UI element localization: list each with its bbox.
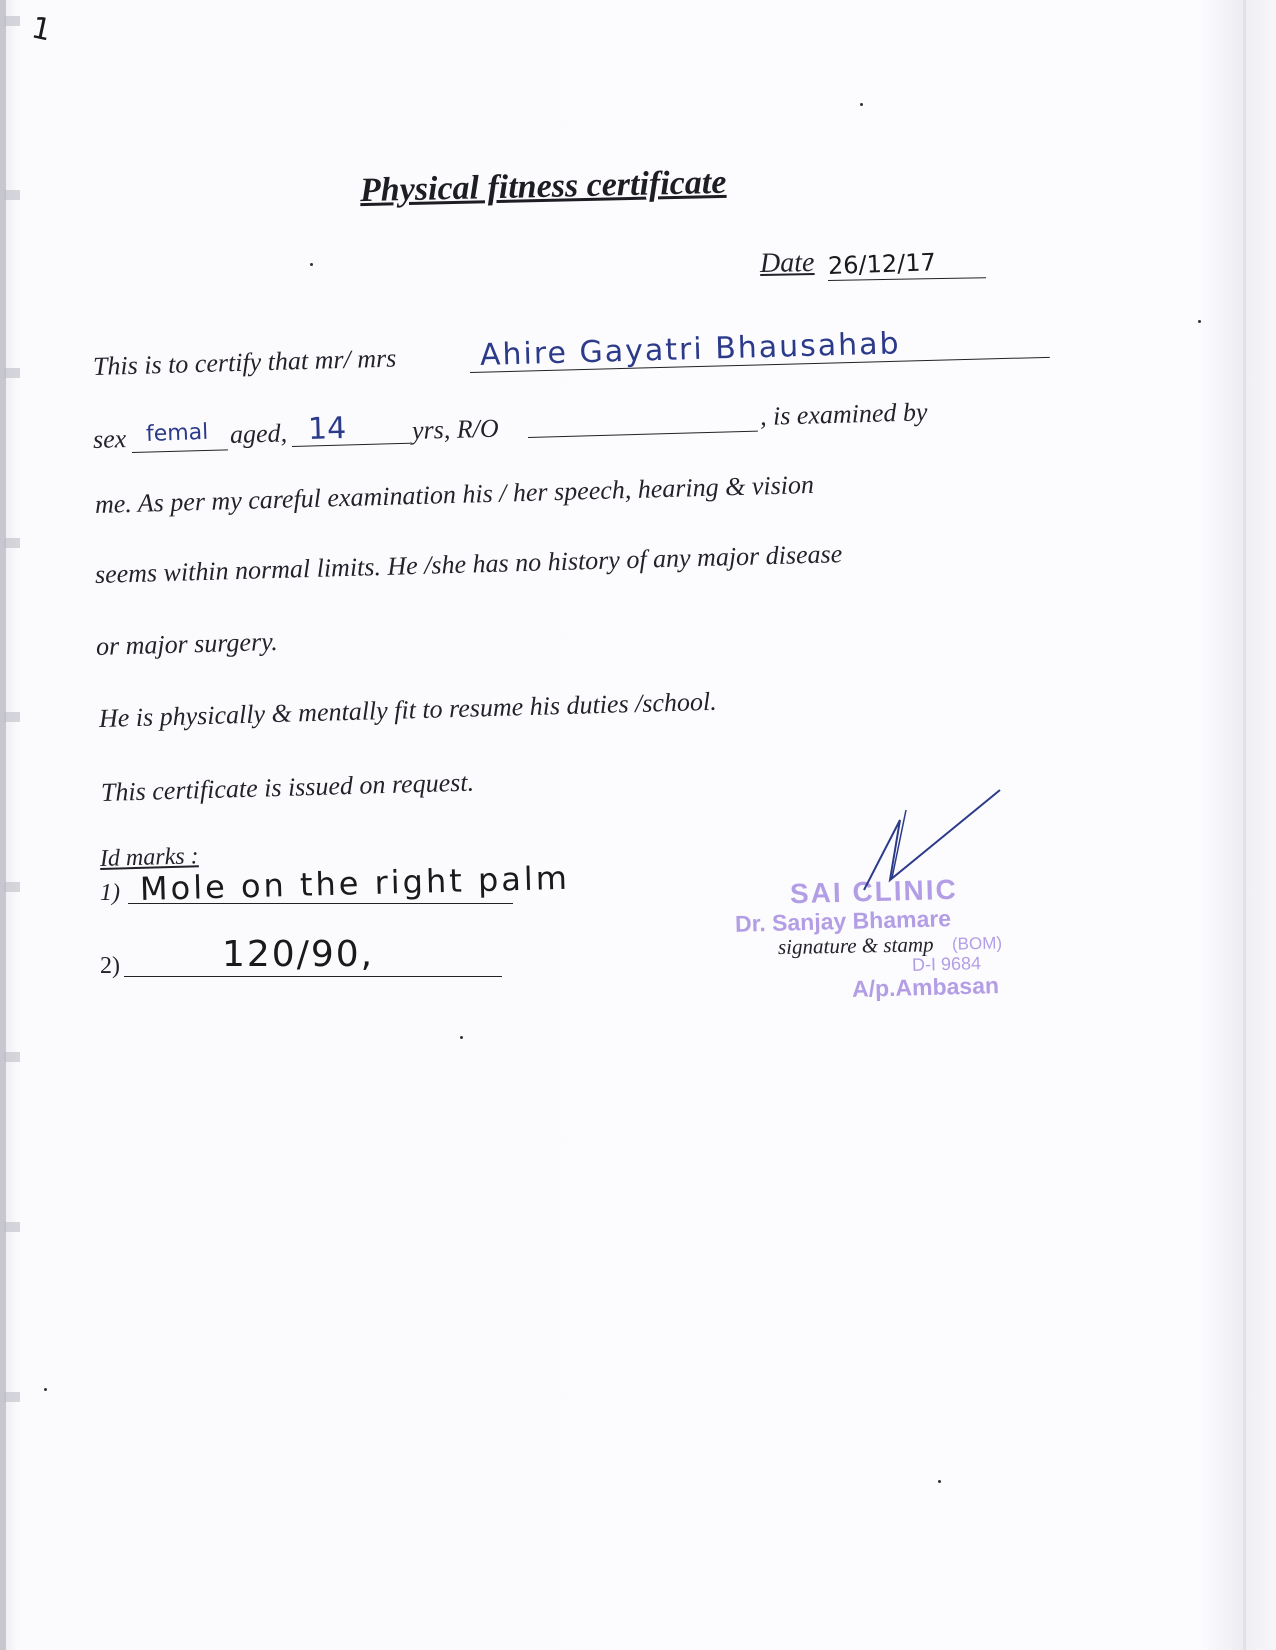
speck [460, 1036, 463, 1039]
patient-name: Ahire Gayatri Bhausahab [479, 326, 902, 373]
body-line-6: He is physically & mentally fit to resume his duties /school. [98, 686, 718, 733]
speck [44, 1388, 47, 1391]
id-mark-2-number: 2) [100, 953, 120, 979]
scan-tick [4, 16, 20, 26]
speck [1198, 320, 1201, 323]
scan-tick [4, 538, 20, 548]
stamp-doctor-name: Dr. Sanjay Bhamare [734, 905, 952, 937]
id-mark-1-value: Mole on the right palm [139, 858, 571, 908]
scan-tick [4, 712, 20, 722]
sex-value: femal [145, 419, 209, 447]
yrs-ro-label: yrs, R/O [411, 413, 500, 445]
speck [310, 263, 313, 266]
id-mark-2-value: 120/90, [222, 934, 375, 975]
signature-mark [850, 780, 1010, 900]
body-line-3: me. As per my careful examination his / her speech, hearing & vision [94, 469, 815, 519]
page-shadow-left [0, 0, 6, 1650]
speck [938, 1480, 941, 1483]
id-mark-2-underline [124, 976, 502, 977]
id-mark-1-number: 1) [100, 880, 120, 906]
scan-tick [4, 1052, 20, 1062]
stamp-address: A/p.Ambasan [851, 972, 1000, 1002]
corner-mark: 1 [28, 10, 55, 49]
aged-label: aged, [229, 418, 288, 449]
signature-label: signature & stamp [777, 932, 934, 959]
scan-tick [4, 1222, 20, 1232]
age-value: 14 [307, 410, 347, 447]
date-label: Date [759, 247, 815, 279]
ro-underline [528, 431, 758, 438]
sex-underline [132, 449, 228, 453]
scan-tick [4, 190, 20, 200]
examined-text: , is examined by [759, 397, 928, 431]
body-line-5: or major surgery. [95, 626, 279, 661]
stamp-qualification: (BOM) [951, 933, 1003, 954]
id-mark-1-underline [128, 903, 513, 904]
stamp-clinic-name: SAI CLINIC [789, 873, 959, 910]
body-line-7: This certificate is issued on request. [100, 767, 475, 807]
sex-label: sex [92, 424, 127, 454]
scan-tick [4, 368, 20, 378]
speck [860, 103, 863, 106]
stamp-registration: D-I 9684 [911, 953, 982, 975]
page-title: Physical fitness certificate [359, 163, 727, 210]
body-line-4: seems within normal limits. He /she has no history of any major disease [94, 539, 843, 589]
certify-text: This is to certify that mr/ mrs [92, 343, 397, 381]
scan-tick [4, 1392, 20, 1402]
page-shadow-right [1243, 0, 1246, 1650]
scan-tick [4, 882, 20, 892]
id-marks-label: Id marks : [99, 843, 199, 872]
date-value: 26/12/17 [827, 248, 937, 280]
